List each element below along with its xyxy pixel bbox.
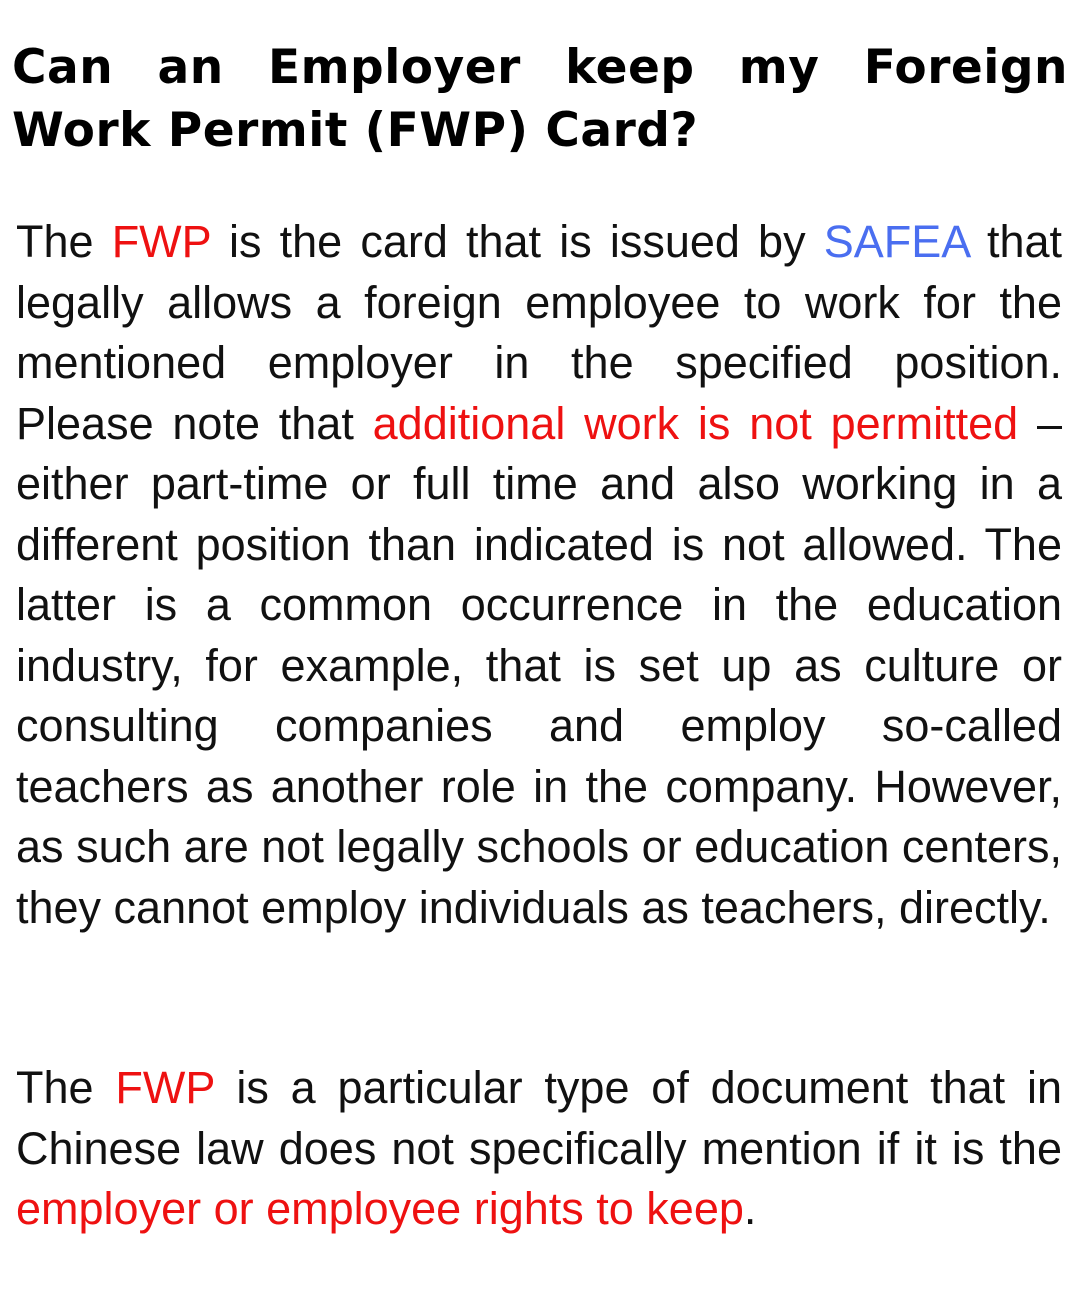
page-title: Can an Employer keep my Foreign Work Permit (FWP) Card?: [12, 40, 1068, 158]
text-segment: .: [743, 1183, 757, 1234]
paragraph-fwp-ownership: [16, 1058, 1062, 1240]
paragraph-fwp-definition: [16, 212, 1062, 938]
text-segment: The: [16, 1062, 116, 1113]
highlight-rights-to-keep: employer or employee rights to keep: [16, 1183, 744, 1234]
text-segment: is a particular type of document that in Chinese law does not specifically mention if it is the: [16, 1062, 1062, 1174]
text-segment: is the card that is issued by: [210, 216, 824, 267]
highlight-additional-work: additional work is not permitted: [372, 397, 1019, 449]
text-segment: – either part-time or full time and also working in a different position than indicated is not allowed. The latter is a common occurrence in the education industry, for example, that is set up as culture or consulting companies and employ so-called teachers as another role in the company. However, as such are not legally schools or education centers, they cannot employ individuals as teachers, directly.: [16, 397, 1063, 933]
text-segment: that legally allows a foreign employee to work for the mentioned employer in the specified position. Please note that: [16, 216, 1063, 449]
highlight-fwp: FWP: [111, 216, 211, 267]
link-safea[interactable]: SAFEA: [823, 216, 969, 267]
text-segment: The: [16, 216, 112, 267]
highlight-fwp: FWP: [115, 1062, 215, 1113]
